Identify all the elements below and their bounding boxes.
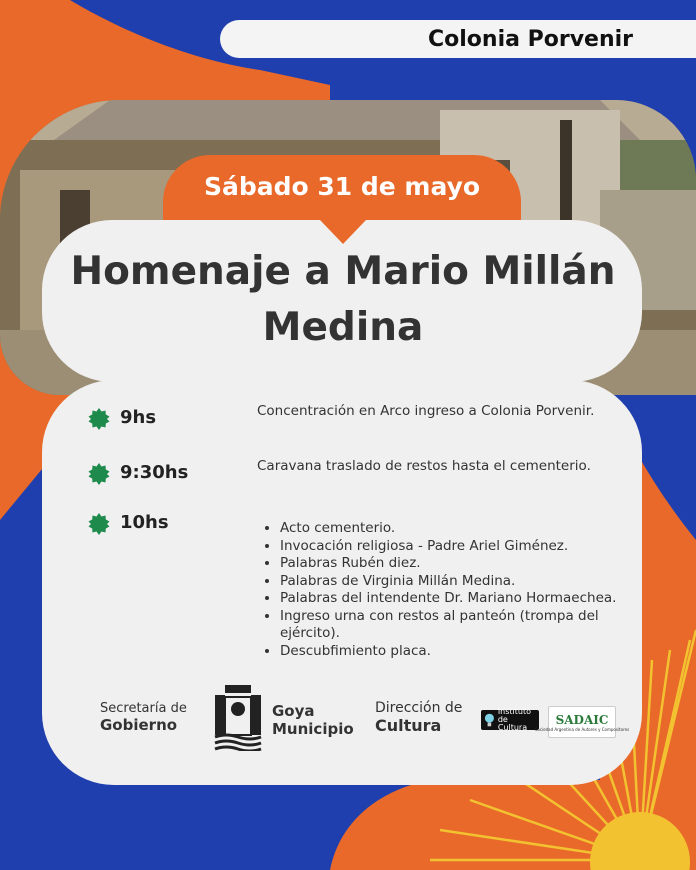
goya-line2: Municipio	[272, 720, 354, 738]
direccion-cultura-logo	[375, 700, 462, 735]
instituto-line2: Cultura	[497, 723, 528, 732]
schedule-description: Concentración en Arco ingreso a Colonia Porvenir.	[257, 403, 595, 419]
schedule-time: 10hs	[120, 512, 169, 533]
instituto-line1: Instituto de	[497, 707, 532, 724]
instituto-cultura-logo	[481, 707, 539, 732]
direccion-line1: Dirección de	[375, 700, 463, 716]
schedule-item-list	[262, 520, 625, 660]
list-item: • Acto cementerio.	[280, 520, 625, 538]
title-notch-shape	[320, 220, 366, 246]
list-item: • Descubfimiento placa.	[280, 643, 625, 661]
sadaic-name: SADAIC	[555, 712, 609, 727]
secretaria-logo	[100, 701, 187, 734]
event-title-line2: Medina	[262, 305, 424, 350]
sadaic-subtitle: Sociedad Argentina de Autores y Compositores	[534, 726, 630, 732]
badge-icon	[88, 463, 110, 485]
goya-shield-icon	[213, 683, 263, 751]
schedule-time: 9hs	[120, 407, 157, 428]
event-title-line1: Homenaje a Mario Millán	[70, 249, 616, 294]
schedule-time: 9:30hs	[120, 462, 189, 483]
list-item: • Palabras del intendente Dr. Mariano Hormaechea.	[280, 590, 625, 608]
badge-icon	[88, 408, 110, 430]
list-item: • Palabras Rubén diez.	[280, 555, 625, 573]
direccion-line2: Cultura	[375, 716, 442, 735]
event-title	[60, 244, 626, 356]
secretaria-line1: Secretaría de	[100, 701, 187, 716]
goya-municipio-logo	[272, 702, 354, 738]
event-date: Sábado 31 de mayo	[203, 172, 481, 201]
list-item: • Palabras de Virginia Millán Medina.	[280, 573, 625, 591]
bulb-icon	[484, 712, 495, 728]
goya-line1: Goya	[272, 702, 315, 720]
secretaria-line2: Gobierno	[100, 716, 178, 734]
list-item: • Invocación religiosa - Padre Ariel Giménez.	[280, 538, 625, 556]
badge-icon	[88, 513, 110, 535]
location-title: Colonia Porvenir	[428, 27, 634, 52]
list-item: • Ingreso urna con restos al panteón (trompa del ejército).	[280, 608, 625, 643]
sadaic-logo	[534, 706, 630, 738]
schedule-description: Caravana traslado de restos hasta el cementerio.	[257, 458, 591, 474]
